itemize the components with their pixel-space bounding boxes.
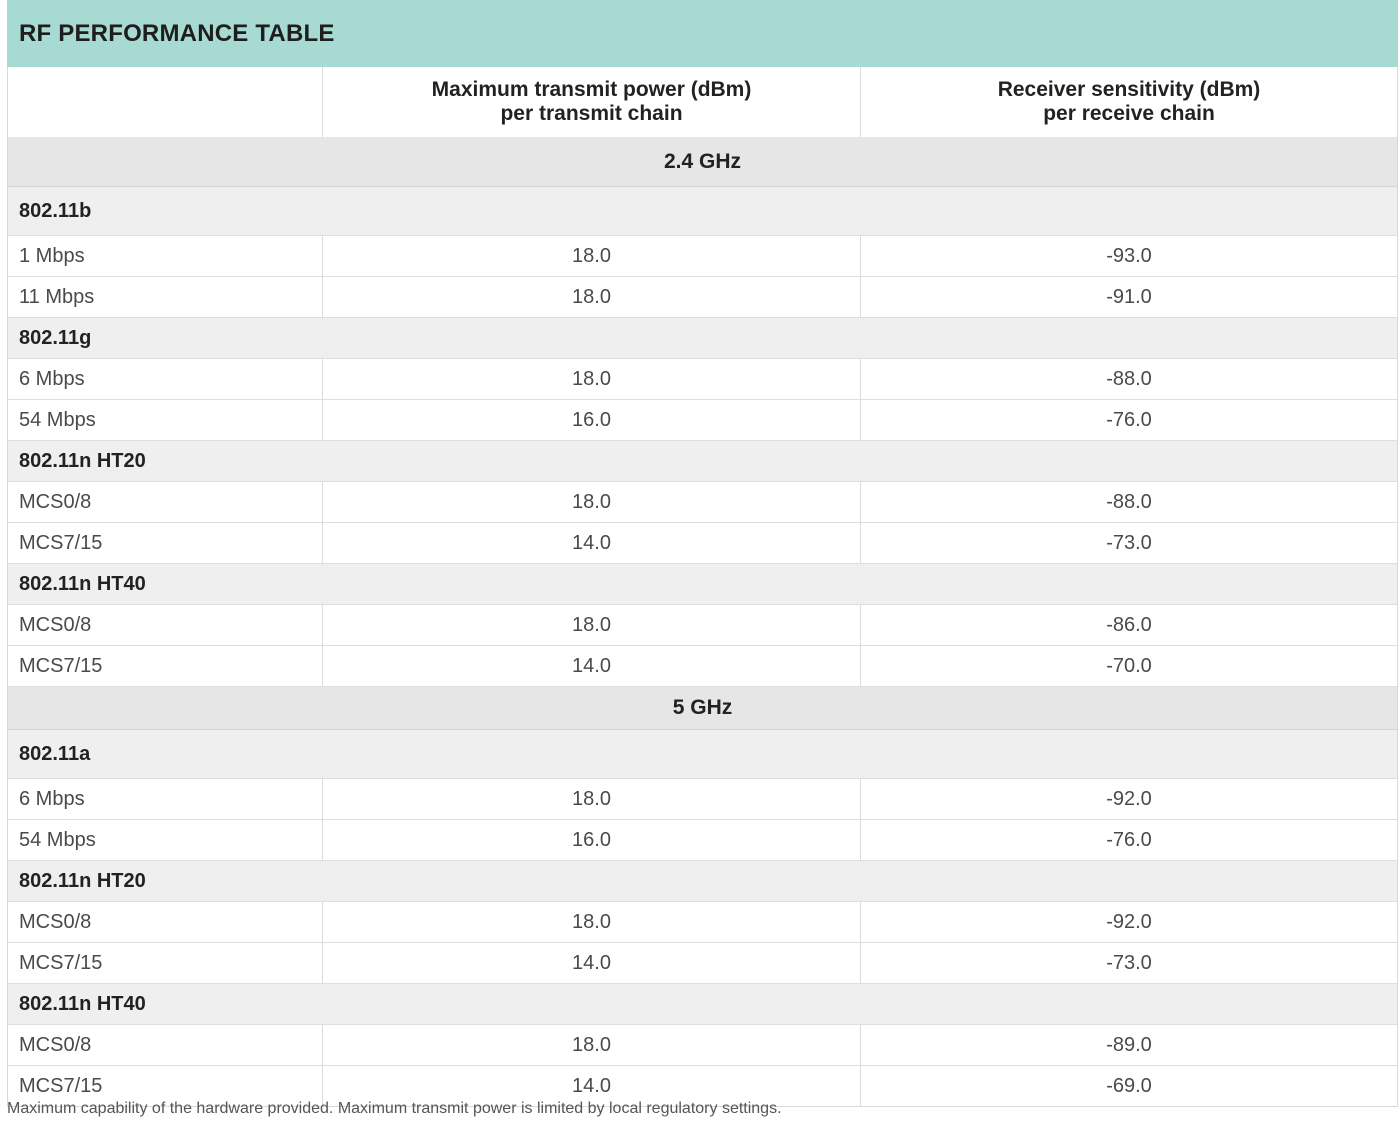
table-row [8,523,1397,564]
rx-sensitivity-cell: -76.0 [1106,408,1152,431]
tx-power-cell: 18.0 [323,482,861,522]
header-empty-cell [8,67,323,137]
footnote: Maximum capability of the hardware provided. Maximum transmit power is limited by local regulatory settings. [7,1100,782,1117]
rate-cell: 1 Mbps [8,236,323,276]
rate-cell: MCS7/15 [8,523,323,563]
tx-power-cell: 16.0 [323,400,861,440]
group-label: 802.11g [19,326,92,349]
group-header [8,861,1397,902]
band-header: 2.4 GHz [8,138,1397,187]
group-header [8,984,1397,1025]
tx-power-cell: 14.0 [323,1066,861,1106]
group-label: 802.11a [19,742,91,765]
group-header [8,564,1397,605]
rx-sensitivity-cell: -91.0 [1106,285,1152,308]
rate-cell: MCS0/8 [8,902,323,942]
rx-sensitivity-cell: -76.0 [1106,828,1152,851]
table-row [8,646,1397,687]
rx-sensitivity-cell: -70.0 [1106,654,1152,677]
tx-power-cell: 18.0 [323,277,861,317]
table-row [8,779,1397,820]
table-row [8,400,1397,441]
rate-cell: 54 Mbps [8,820,323,860]
group-label: 802.11n HT40 [19,572,146,595]
rate-cell: MCS7/15 [8,646,323,686]
table-row [8,605,1397,646]
rx-sensitivity-cell: -92.0 [1106,787,1152,810]
table-row [8,359,1397,400]
rate-cell: 6 Mbps [8,779,323,819]
tx-power-cell: 18.0 [323,605,861,645]
tx-power-cell: 16.0 [323,820,861,860]
tx-power-cell: 18.0 [323,359,861,399]
rx-sensitivity-cell: -92.0 [1106,910,1152,933]
rx-sensitivity-cell: -88.0 [1106,490,1152,513]
group-label: 802.11n HT20 [19,449,146,472]
tx-power-cell: 14.0 [323,943,861,983]
rate-cell: MCS0/8 [8,482,323,522]
band-header: 5 GHz [8,687,1397,730]
rx-sensitivity-cell: -69.0 [1106,1074,1152,1097]
rx-sensitivity-cell: -88.0 [1106,367,1152,390]
table-title: RF PERFORMANCE TABLE [19,19,335,47]
table-row [8,277,1397,318]
table-title-bar [7,0,1398,67]
table-row [8,820,1397,861]
tx-power-cell: 14.0 [323,523,861,563]
rate-cell: 6 Mbps [8,359,323,399]
rx-sensitivity-cell: -93.0 [1106,244,1152,267]
tx-power-cell: 18.0 [323,902,861,942]
group-header [8,318,1397,359]
tx-power-cell: 18.0 [323,779,861,819]
rate-cell: MCS7/15 [8,943,323,983]
rate-cell: 11 Mbps [8,277,323,317]
group-label: 802.11n HT20 [19,869,146,892]
rx-sensitivity-cell: -73.0 [1106,531,1152,554]
table-row [8,1025,1397,1066]
tx-power-cell: 14.0 [323,646,861,686]
rate-cell: MCS0/8 [8,605,323,645]
header-tx-power: Maximum transmit power (dBm) per transmit chain [323,67,861,137]
rate-cell: 54 Mbps [8,400,323,440]
rx-sensitivity-cell: -73.0 [1106,951,1152,974]
table-row [8,902,1397,943]
group-header [8,441,1397,482]
rate-cell: MCS7/15 [8,1066,323,1106]
table-row [8,236,1397,277]
rx-sensitivity-cell: -86.0 [1106,613,1152,636]
header-rx-sensitivity: Receiver sensitivity (dBm) per receive chain [997,78,1261,125]
group-label: 802.11n HT40 [19,992,146,1015]
group-header [8,187,1397,236]
rate-cell: MCS0/8 [8,1025,323,1065]
table-header-row [8,67,1397,138]
rx-sensitivity-cell: -89.0 [1106,1033,1152,1056]
rf-performance-table [7,67,1398,1107]
tx-power-cell: 18.0 [323,236,861,276]
table-row [8,943,1397,984]
group-header [8,730,1397,779]
group-label: 802.11b [19,199,92,222]
tx-power-cell: 18.0 [323,1025,861,1065]
table-row [8,482,1397,523]
